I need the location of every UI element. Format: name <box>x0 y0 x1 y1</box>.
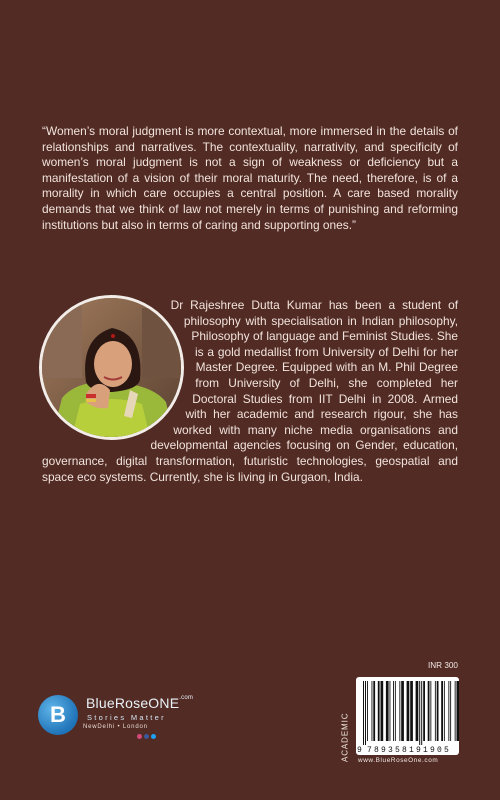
isbn-number <box>357 746 451 755</box>
facebook-icon <box>144 734 149 739</box>
publisher-name-text: BlueRoseONE <box>86 695 180 711</box>
publisher-logo <box>38 692 228 762</box>
isbn-prefix: 9 <box>357 746 365 755</box>
instagram-icon <box>137 734 142 739</box>
author-bio: Dr Rajeshree Dutta Kumar has been a student of philosophy with specialisation in Indian philosophy, Philosophy of language and Feminist Studies. She is a gold medallist from University of Delhi for her Master Degree. Equipped with an M. Phil Degree from University of Delhi, she completed her Doctoral Studies from IIT Delhi in 2008. Armed with her academic and research rigour, she has worked with many niche media organisations and developmental agencies focusing on Gender, education, governance, digital transformation, futuristic technologies, geospatial and space eco systems. Currently, she is living in Gurgaon, India. <box>42 298 458 484</box>
barcode-bars <box>356 677 459 755</box>
publisher-name-suffix: .com <box>179 695 194 701</box>
isbn-barcode <box>356 677 459 755</box>
social-icons <box>137 734 156 739</box>
publisher-logo-letter: B <box>50 702 66 727</box>
twitter-icon <box>151 734 156 739</box>
publisher-website: www.BlueRoseOne.com <box>358 757 439 764</box>
author-portrait-image <box>39 295 184 440</box>
book-price: INR 300 <box>427 661 458 670</box>
back-cover-quote: “Women’s moral judgment is more contextual, more immersed in the details of relationships and narratives. The contextuality, narrativity, and specificity of women’s moral judgment is not a sign of weakness or deficiency but a manifestation of a vision of their moral maturity. The need, therefore, is of a morality in which care occupies a central position. A care based morality demands that we think of law not merely in terms of punishing and reforming institutions but also in terms of caring and supporting ones.” <box>42 124 458 232</box>
publisher-logo-mark <box>38 695 78 735</box>
author-section <box>42 298 458 485</box>
author-photo <box>39 295 189 441</box>
publisher-name <box>86 695 193 711</box>
isbn-digits: 789358191905 <box>367 746 452 755</box>
publisher-tagline: Stories Matter <box>87 713 166 722</box>
publisher-locations: NewDelhi • London <box>83 724 148 730</box>
book-category: ACADEMIC <box>340 712 350 762</box>
